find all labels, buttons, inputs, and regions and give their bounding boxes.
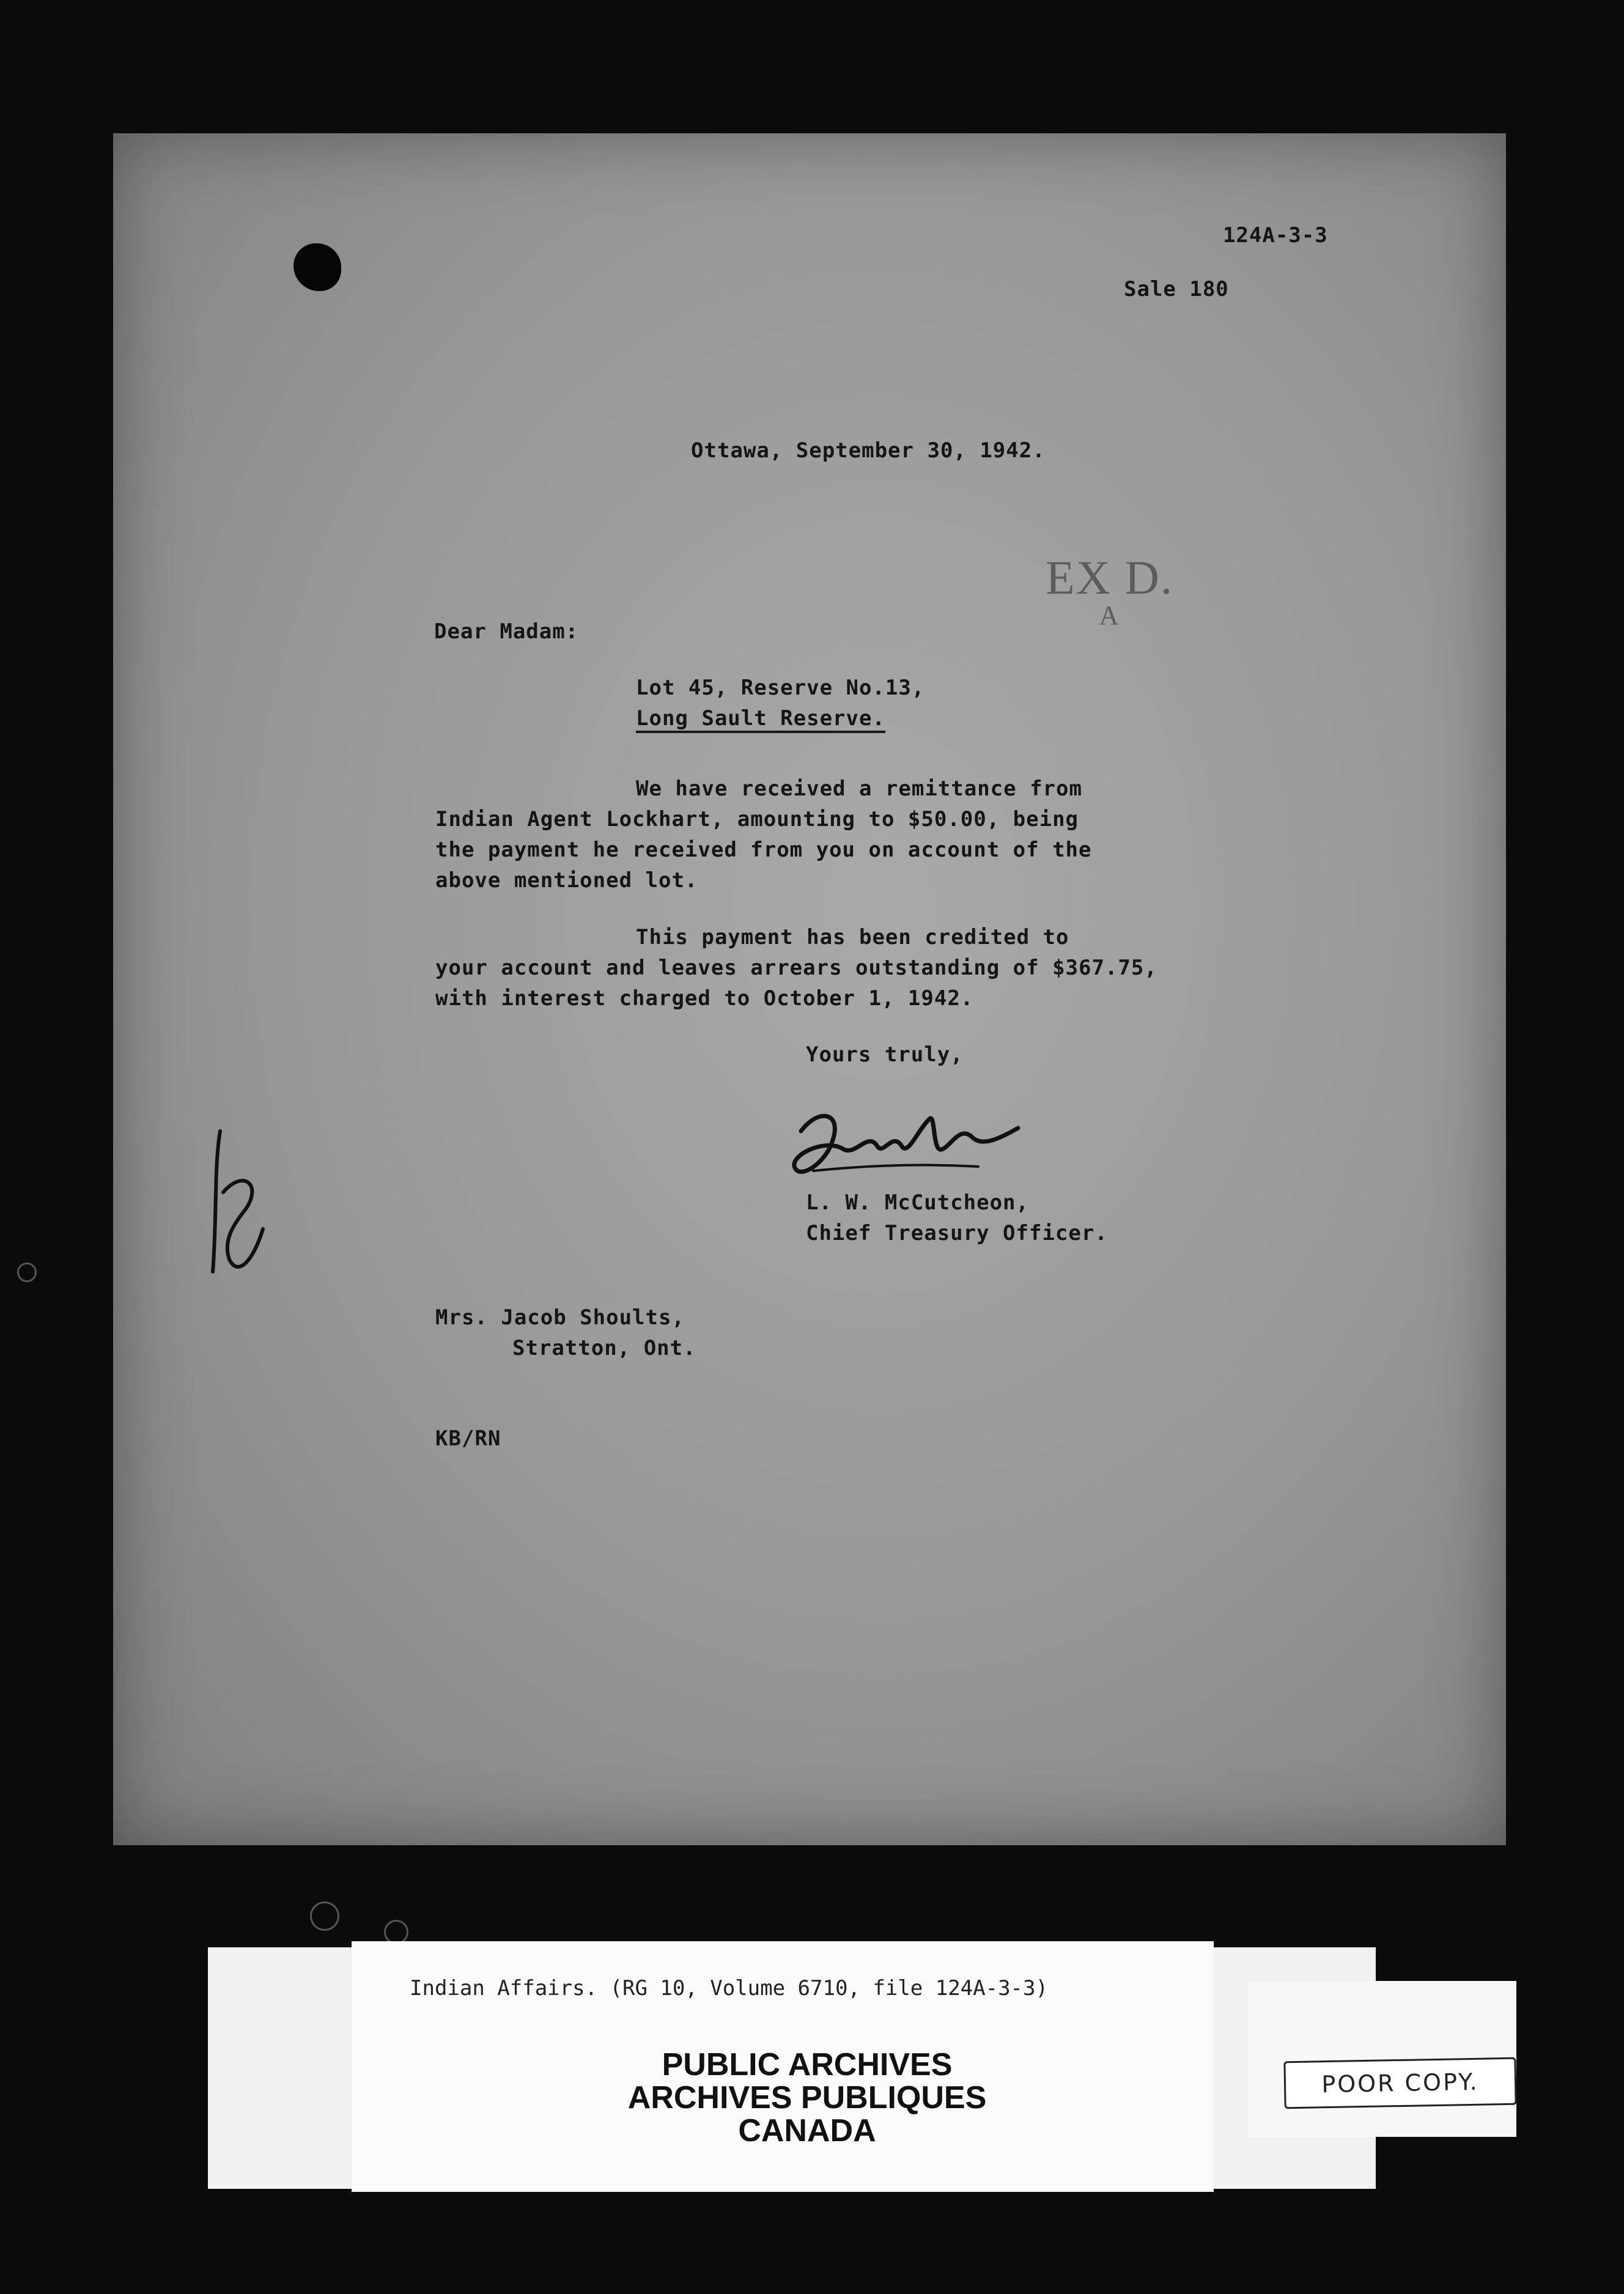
paragraph1-line: Indian Agent Lockhart, amounting to $50.00, being xyxy=(435,807,1079,832)
signer-title: Chief Treasury Officer. xyxy=(806,1221,1108,1245)
recipient-name: Mrs. Jacob Shoults, xyxy=(435,1305,685,1330)
closing: Yours truly, xyxy=(806,1042,964,1067)
salutation: Dear Madam: xyxy=(434,619,579,644)
margin-handwriting xyxy=(196,1119,275,1284)
poor-copy-note: POOR COPY. xyxy=(1283,2057,1516,2109)
date-line: Ottawa, September 30, 1942. xyxy=(691,438,1046,463)
paragraph1-line: the payment he received from you on account of the xyxy=(435,838,1092,862)
recipient-place: Stratton, Ont. xyxy=(512,1336,696,1360)
paragraph1-line: above mentioned lot. xyxy=(435,868,698,893)
ex-d-stamp xyxy=(1046,553,1173,629)
stamp-sub: A xyxy=(1099,600,1120,630)
archives-line-3: CANADA xyxy=(738,2113,876,2148)
archives-line-1: PUBLIC ARCHIVES xyxy=(662,2047,953,2082)
film-mark xyxy=(384,1920,408,1944)
film-mark xyxy=(310,1901,339,1931)
subject-line-2-text: Long Sault Reserve. xyxy=(636,706,885,733)
paragraph2-line: with interest charged to October 1, 1942. xyxy=(435,986,974,1011)
archive-reference: Indian Affairs. (RG 10, Volume 6710, file 124A-3-3) xyxy=(410,1976,1048,2001)
subject-line-1: Lot 45, Reserve No.13, xyxy=(636,676,925,700)
typist-initials: KB/RN xyxy=(435,1426,501,1451)
film-mark xyxy=(17,1263,37,1282)
subject-line-2 xyxy=(636,703,885,734)
file-number: 124A-3-3 xyxy=(1223,223,1328,248)
stamp-main: EX D. xyxy=(1046,551,1174,604)
archives-title xyxy=(532,2048,1082,2147)
handwritten-signature xyxy=(777,1094,1033,1198)
signer-name: L. W. McCutcheon, xyxy=(806,1190,1029,1215)
paragraph2-line: This payment has been credited to xyxy=(636,925,1069,950)
archives-line-2: ARCHIVES PUBLIQUES xyxy=(627,2080,987,2115)
sale-number: Sale 180 xyxy=(1124,277,1229,301)
paragraph2-line: your account and leaves arrears outstanding of $367.75, xyxy=(435,956,1157,980)
paragraph1-line: We have received a remittance from xyxy=(636,776,1082,801)
